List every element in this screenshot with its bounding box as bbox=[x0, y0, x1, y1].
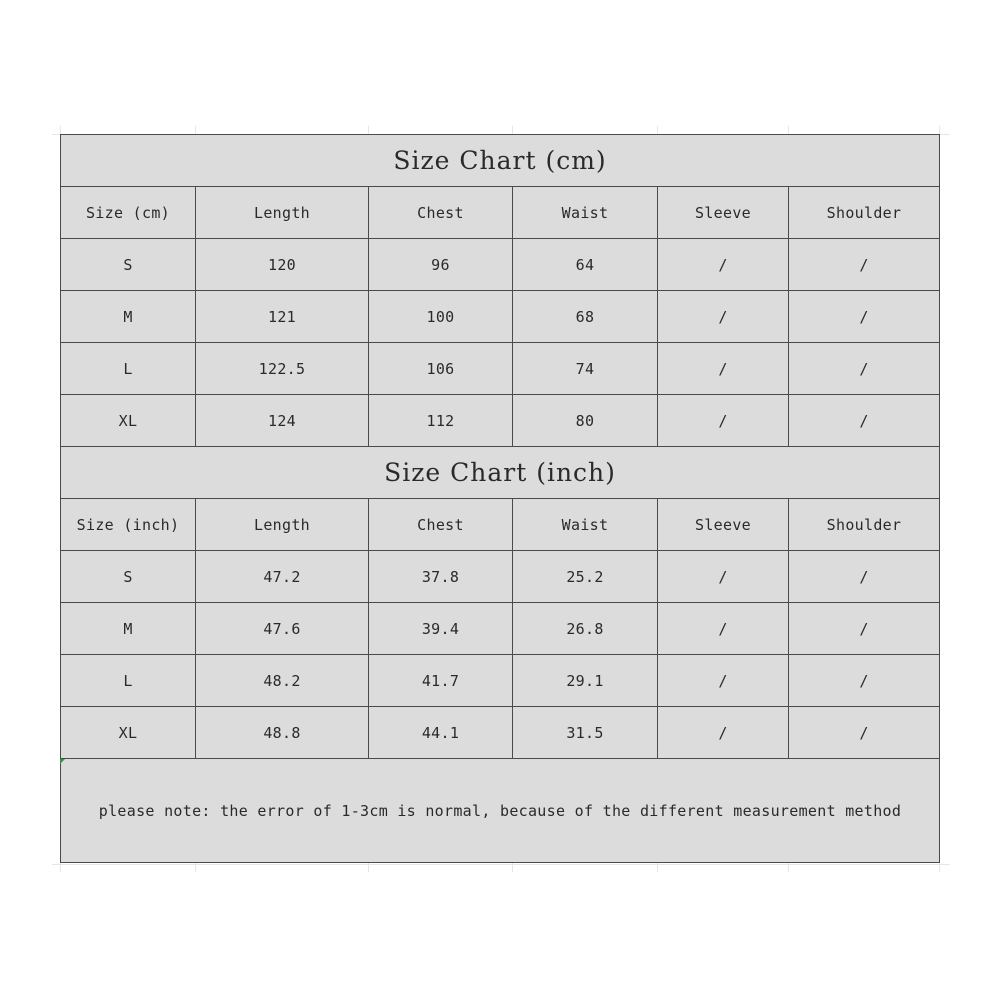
cm-column-header: Sleeve bbox=[658, 187, 789, 239]
cm-column-header: Shoulder bbox=[789, 187, 940, 239]
size-cell: S bbox=[61, 551, 196, 603]
value-cell: 48.8 bbox=[196, 707, 369, 759]
size-cell: XL bbox=[61, 707, 196, 759]
inch-column-header: Chest bbox=[369, 499, 513, 551]
value-cell: 47.2 bbox=[196, 551, 369, 603]
table-row bbox=[61, 291, 940, 343]
cm-title-row bbox=[61, 135, 940, 187]
value-cell: / bbox=[658, 603, 789, 655]
value-cell: 120 bbox=[196, 239, 369, 291]
cm-column-header: Chest bbox=[369, 187, 513, 239]
value-cell: 47.6 bbox=[196, 603, 369, 655]
value-cell: 74 bbox=[513, 343, 658, 395]
table-row bbox=[61, 343, 940, 395]
value-cell: 68 bbox=[513, 291, 658, 343]
value-cell: 29.1 bbox=[513, 655, 658, 707]
cm-header-row bbox=[61, 187, 940, 239]
inch-column-header: Sleeve bbox=[658, 499, 789, 551]
inch-header-row bbox=[61, 499, 940, 551]
cm-table-title: Size Chart (cm) bbox=[61, 135, 940, 187]
inch-column-header: Waist bbox=[513, 499, 658, 551]
value-cell: 48.2 bbox=[196, 655, 369, 707]
value-cell: 26.8 bbox=[513, 603, 658, 655]
note-row bbox=[61, 759, 940, 863]
value-cell: 124 bbox=[196, 395, 369, 447]
size-cell: M bbox=[61, 603, 196, 655]
value-cell: 39.4 bbox=[369, 603, 513, 655]
value-cell: 41.7 bbox=[369, 655, 513, 707]
inch-size-header: Size (inch) bbox=[61, 499, 196, 551]
value-cell: 64 bbox=[513, 239, 658, 291]
value-cell: 121 bbox=[196, 291, 369, 343]
value-cell: 37.8 bbox=[369, 551, 513, 603]
value-cell: 44.1 bbox=[369, 707, 513, 759]
size-cell: M bbox=[61, 291, 196, 343]
value-cell: 122.5 bbox=[196, 343, 369, 395]
measurement-note: please note: the error of 1-3cm is normal, because of the different measurement method bbox=[61, 759, 940, 863]
value-cell: / bbox=[658, 551, 789, 603]
value-cell: / bbox=[658, 707, 789, 759]
size-cell: XL bbox=[61, 395, 196, 447]
value-cell: 96 bbox=[369, 239, 513, 291]
value-cell: 31.5 bbox=[513, 707, 658, 759]
table-row bbox=[61, 603, 940, 655]
value-cell: / bbox=[789, 395, 940, 447]
table-row bbox=[61, 239, 940, 291]
table-row bbox=[61, 395, 940, 447]
inch-table-title: Size Chart (inch) bbox=[61, 447, 940, 499]
size-cell: S bbox=[61, 239, 196, 291]
value-cell: / bbox=[658, 655, 789, 707]
value-cell: 80 bbox=[513, 395, 658, 447]
size-cell: L bbox=[61, 655, 196, 707]
size-cell: L bbox=[61, 343, 196, 395]
inch-column-header: Length bbox=[196, 499, 369, 551]
value-cell: / bbox=[658, 395, 789, 447]
value-cell: / bbox=[789, 603, 940, 655]
table-row bbox=[61, 551, 940, 603]
value-cell: / bbox=[789, 239, 940, 291]
value-cell: / bbox=[789, 343, 940, 395]
value-cell: / bbox=[658, 291, 789, 343]
size-chart-table bbox=[60, 134, 940, 863]
table-row bbox=[61, 707, 940, 759]
inch-column-header: Shoulder bbox=[789, 499, 940, 551]
value-cell: 100 bbox=[369, 291, 513, 343]
value-cell: / bbox=[789, 551, 940, 603]
cell-corner-marker bbox=[60, 759, 65, 764]
table-row bbox=[61, 655, 940, 707]
cm-size-header: Size (cm) bbox=[61, 187, 196, 239]
value-cell: 25.2 bbox=[513, 551, 658, 603]
value-cell: / bbox=[789, 655, 940, 707]
sheet-gridline bbox=[52, 864, 950, 865]
value-cell: 106 bbox=[369, 343, 513, 395]
cm-column-header: Waist bbox=[513, 187, 658, 239]
value-cell: / bbox=[658, 343, 789, 395]
inch-title-row bbox=[61, 447, 940, 499]
value-cell: / bbox=[789, 291, 940, 343]
value-cell: 112 bbox=[369, 395, 513, 447]
value-cell: / bbox=[789, 707, 940, 759]
value-cell: / bbox=[658, 239, 789, 291]
cm-column-header: Length bbox=[196, 187, 369, 239]
